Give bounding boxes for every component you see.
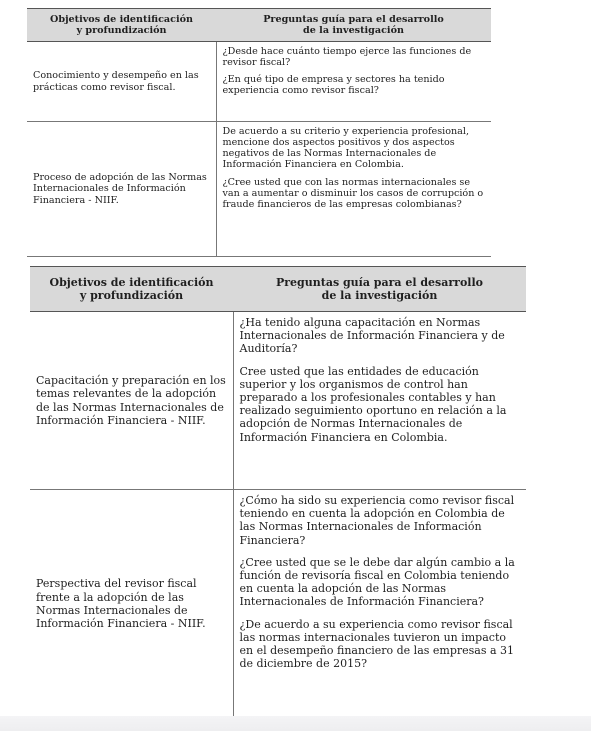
header-objectives: Objetivos de identificación y profundización bbox=[27, 9, 216, 42]
question-text: ¿Cree usted que con las normas internacionales se van a aumentar o disminuir los casos de corrupción o fraude financieros de las empresas colombianas? bbox=[222, 176, 484, 210]
table-header bbox=[27, 9, 491, 42]
question-text: ¿Cree usted que se le debe dar algún cambio a la función de revisoría fiscal en Colombia teniendo en cuenta la adopción de las Normas Internacionales de Información Financiera? bbox=[239, 555, 515, 609]
questions-cell bbox=[233, 312, 526, 490]
header-objectives: Objetivos de identificación y profundización bbox=[30, 267, 233, 312]
objective-cell: Proceso de adopción de las Normas Internacionales de Información Financiera - NIIF. bbox=[27, 122, 216, 257]
question-text: Cree usted que las entidades de educación superior y los organismos de control han preparado a los profesionales contables y han realizado seguimiento oportuno en relación a la adopción de Normas Internacionales de Información Financiera en Colombia. bbox=[239, 364, 507, 444]
question-text: ¿Desde hace cuánto tiempo ejerce las funciones de revisor fiscal? bbox=[222, 46, 472, 69]
question-text: ¿De acuerdo a su experiencia como revisor fiscal las normas internacionales tuvieron un impacto en el desempeño financiero de las empresas a 31 de diciembre de 2015? bbox=[239, 617, 515, 671]
questions-cell bbox=[216, 42, 491, 122]
questions-cell bbox=[216, 122, 491, 257]
objective-cell: Conocimiento y desempeño en las prácticas como revisor fiscal. bbox=[27, 42, 216, 122]
page-bottom-edge bbox=[0, 716, 591, 731]
question-text: ¿En qué tipo de empresa y sectores ha tenido experiencia como revisor fiscal? bbox=[222, 74, 445, 97]
objective-cell: Capacitación y preparación en los temas relevantes de la adopción de las Normas Internacionales de Información Financiera - NIIF. bbox=[30, 312, 233, 490]
header-questions: Preguntas guía para el desarrollo de la investigación bbox=[216, 9, 491, 42]
question-text: ¿Ha tenido alguna capacitación en Normas Internacionales de Información Financiera y de Auditoría? bbox=[239, 316, 505, 356]
question-text: De acuerdo a su criterio y experiencia profesional, mencione dos aspectos positivos y dos aspectos negativos de las Normas Internacionales de Información Financiera en Colombia. bbox=[222, 126, 469, 171]
table-row bbox=[27, 122, 491, 257]
table-row bbox=[30, 490, 526, 718]
questions-cell bbox=[233, 490, 526, 718]
table-row bbox=[27, 42, 491, 122]
question-text: ¿Cómo ha sido su experiencia como revisor fiscal teniendo en cuenta la adopción en Colombia de las Normas Internacionales de Información Financiera? bbox=[239, 494, 515, 547]
objective-cell: Perspectiva del revisor fiscal frente a la adopción de las Normas Internacionales de Información Financiera - NIIF. bbox=[36, 577, 206, 630]
guide-table-1 bbox=[27, 8, 491, 257]
header-questions: Preguntas guía para el desarrollo de la investigación bbox=[233, 267, 526, 312]
table-row bbox=[30, 312, 526, 490]
table-header bbox=[30, 267, 526, 312]
guide-table-2 bbox=[30, 266, 526, 718]
